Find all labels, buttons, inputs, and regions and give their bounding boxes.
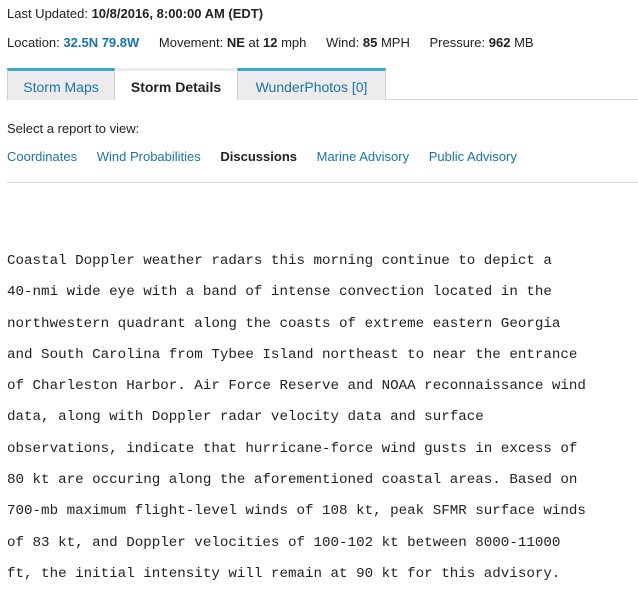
tab-wunderphotos[interactable]: WunderPhotos [0] — [237, 68, 386, 100]
tab-storm-details[interactable]: Storm Details — [115, 68, 237, 100]
report-coordinates[interactable]: Coordinates — [7, 149, 78, 164]
report-discussions[interactable]: Discussions — [220, 149, 297, 164]
location-label: Location: — [7, 35, 60, 50]
location-link[interactable]: 32.5N 79.8W — [63, 35, 140, 50]
wind-label: Wind: — [326, 35, 360, 50]
discussion-line: observations, indicate that hurricane-force wind gusts in excess of — [7, 440, 578, 457]
last-updated-label: Last Updated: — [7, 6, 88, 21]
pressure-value: 962 — [488, 35, 511, 50]
wind-stat — [326, 35, 413, 50]
discussion-text — [7, 246, 638, 590]
movement-unit: mph — [281, 35, 307, 50]
wind-unit: MPH — [380, 35, 410, 50]
discussion-line: of 83 kt, and Doppler velocities of 100-102 kt between 8000-11000 — [7, 534, 561, 551]
discussion-line: 80 kt are occuring along the aforementioned coastal areas. Based on — [7, 472, 578, 489]
discussion-line: 40-nmi wide eye with a band of intense convection located in the — [7, 284, 552, 301]
divider — [7, 182, 638, 183]
wind-value: 85 — [362, 35, 378, 50]
report-select-label: Select a report to view: — [7, 121, 140, 136]
movement-speed: 12 — [262, 35, 278, 50]
report-wind-probabilities[interactable]: Wind Probabilities — [96, 149, 201, 164]
pressure-label: Pressure: — [429, 35, 486, 50]
discussion-line: of Charleston Harbor. Air Force Reserve and NOAA reconnaissance wind — [7, 378, 586, 395]
discussion-line: northwestern quadrant along the coasts of extreme eastern Georgia — [7, 315, 561, 332]
pressure-unit: MB — [514, 35, 534, 50]
discussion-line: Coastal Doppler weather radars this morning continue to depict a — [7, 253, 552, 269]
pressure-stat — [429, 35, 533, 50]
last-updated — [7, 6, 263, 21]
last-updated-value: 10/8/2016, 8:00:00 AM (EDT) — [91, 6, 264, 21]
discussion-line: 700-mb maximum flight-level winds of 108 kt, peak SFMR surface winds — [7, 503, 586, 520]
storm-tabs — [7, 68, 638, 100]
discussion-line: and South Carolina from Tybee Island northeast to near the entrance — [7, 346, 578, 363]
tab-storm-maps[interactable]: Storm Maps — [7, 68, 115, 100]
movement-label: Movement: — [158, 35, 224, 50]
movement-at: at — [248, 35, 260, 50]
report-public-advisory[interactable]: Public Advisory — [428, 149, 517, 164]
discussion-line: ft, the initial intensity will remain at 90 kt for this advisory. — [7, 565, 561, 582]
report-links — [7, 149, 533, 164]
movement-direction: NE — [226, 35, 245, 50]
discussion-line: data, along with Doppler radar velocity data and surface — [7, 409, 484, 426]
movement-stat — [159, 35, 310, 50]
location-stat — [7, 35, 143, 50]
storm-stats — [7, 35, 550, 50]
report-marine-advisory[interactable]: Marine Advisory — [316, 149, 410, 164]
